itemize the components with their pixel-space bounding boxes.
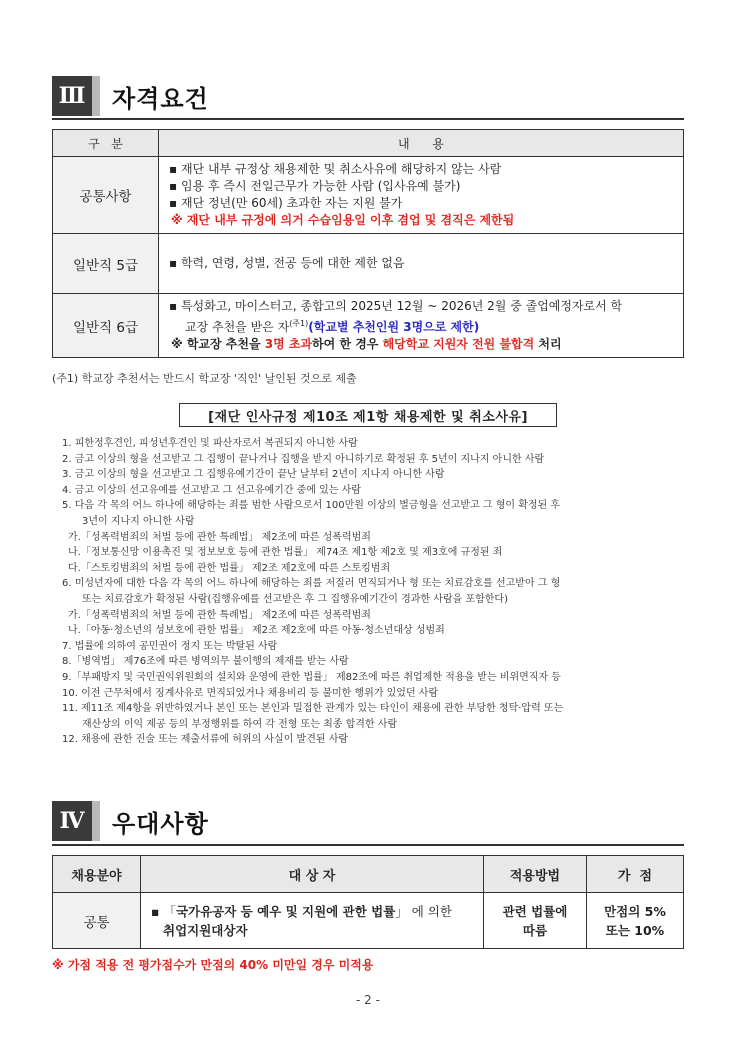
highlight-red: 3명 초과	[264, 337, 313, 351]
section-title: 자격요건	[112, 84, 209, 113]
section-header-qualifications	[52, 76, 209, 116]
regulation-item: 나.「아동·청소년의 성보호에 관한 법률」 제2조 제2호에 따른 아동·청소년대상 성범죄	[68, 625, 445, 637]
table-row-common	[53, 157, 684, 234]
points-line: 만점의 5%	[604, 903, 666, 919]
points-cell	[587, 893, 684, 949]
preferences-table	[52, 855, 684, 949]
method-line: 따름	[522, 922, 548, 938]
section-title: 우대사항	[112, 809, 209, 838]
text-segment: 」 에 의한	[395, 903, 452, 919]
header-target: 대 상 자	[141, 856, 484, 893]
method-line: 관련 법률에	[502, 903, 568, 919]
section-divider	[52, 844, 684, 846]
preference-note: ※ 가점 적용 전 평가점수가 만점의 40% 미만일 경우 미적용	[52, 958, 374, 972]
section-number: Ⅲ	[52, 76, 92, 116]
header-content: 내 용	[159, 130, 684, 157]
regulation-item: 3. 금고 이상의 형을 선고받고 그 집행유예기간이 끝난 날부터 2년이 지나지 아니한 사람	[62, 469, 445, 481]
text-segment: 교장 추천을 받은 자	[185, 320, 290, 334]
regulation-item: 1. 피한정후견인, 피성년후견인 및 파산자로서 복권되지 아니한 사람	[62, 438, 358, 449]
table-row-grade6	[53, 294, 684, 358]
list-item: ▪ 재단 내부 규정상 채용제한 및 취소사유에 해당하지 않는 사람	[169, 162, 502, 176]
section-tab-decoration	[92, 801, 100, 841]
regulation-item: 11. 제11조 제4항을 위반하였거나 본인 또는 본인과 밀접한 관계가 있는 타인이 채용에 관한 부당한 청탁·압력 또는	[62, 703, 564, 715]
points-line: 또는 10%	[605, 922, 665, 938]
category-common: 공통사항	[53, 157, 159, 234]
target-line	[151, 902, 473, 921]
header-points: 가 점	[587, 856, 684, 893]
regulation-item: 3년이 지나지 아니한 사람	[82, 515, 195, 527]
regulation-item: 가.「성폭력범죄의 처벌 등에 관한 특례법」 제2조에 따른 성폭력범죄	[68, 609, 371, 621]
category-grade6: 일반직 6급	[53, 294, 159, 358]
regulation-item: 8.「병역법」 제76조에 따른 병역의무 불이행의 제재를 받는 사람	[62, 656, 349, 668]
text-segment: 하여 한 경우	[312, 337, 383, 351]
text-segment: ※ 학교장 추천을	[171, 337, 265, 351]
section-header-preferences	[52, 801, 209, 841]
regulation-item: 10. 이전 근무처에서 징계사유로 면직되었거나 채용비리 등 불미한 행위가 있었던 사람	[62, 687, 439, 699]
section-tab-decoration	[92, 76, 100, 116]
section-number: Ⅳ	[52, 801, 92, 841]
header-category: 구 분	[53, 130, 159, 157]
regulation-item: 나.「정보통신망 이용촉진 및 정보보호 등에 관한 법률」 제74조 제1항 제2호 및 제3호에 규정된 죄	[68, 547, 503, 559]
category-grade5: 일반직 5급	[53, 234, 159, 294]
warning-text: ※ 재단 내부 규정에 의거 수습임용일 이후 겸업 및 겸직은 제한됨	[171, 213, 515, 227]
footnote: (주1) 학교장 추천서는 반드시 학교장 '직인' 날인된 것으로 제출	[52, 372, 357, 385]
list-item: ▪ 학력, 연령, 성별, 전공 등에 대한 제한 없음	[169, 256, 405, 270]
qualifications-table	[52, 129, 684, 358]
field-common: 공통	[53, 893, 141, 949]
text-segment: ▪ 「	[151, 903, 176, 919]
law-name: 국가유공자 등 예우 및 지원에 관한 법률	[175, 903, 396, 919]
regulation-item: 재산상의 이익 제공 등의 부정행위를 하여 각 전형 또는 최종 합격한 사람	[82, 718, 398, 730]
table-row-grade5	[53, 234, 684, 294]
header-field: 채용분야	[53, 856, 141, 893]
recommendation-warning	[169, 336, 673, 353]
regulation-title-box	[179, 403, 557, 427]
regulation-item: 2. 금고 이상의 형을 선고받고 그 집행이 끝나거나 집행을 받지 아니하기로 확정된 후 5년이 지나지 아니한 사람	[62, 453, 545, 465]
section-divider	[52, 118, 684, 120]
regulation-item: 가.「성폭력범죄의 처벌 등에 관한 특례법」 제2조에 따른 성폭력범죄	[68, 531, 371, 543]
regulation-item: 9.「부패방지 및 국민권익위원회의 설치와 운영에 관한 법률」 제82조에 따른 취업제한 적용을 받는 비위면직자 등	[62, 671, 561, 683]
regulation-item: 5. 다음 각 목의 어느 하나에 해당하는 죄를 범한 사람으로서 100만원 이상의 벌금형을 선고받고 그 형이 확정된 후	[62, 500, 561, 512]
regulation-item: 7. 법률에 의하여 공민권이 정지 또는 박탈된 사람	[62, 640, 278, 652]
list-item-continuation	[169, 315, 673, 336]
target-line: 취업지원대상자	[163, 922, 248, 938]
regulation-title: [재단 인사규정 제10조 제1항 채용제한 및 취소사유]	[208, 409, 528, 425]
content-grade6	[159, 294, 684, 358]
regulation-item: 12. 채용에 관한 진술 또는 제출서류에 허위의 사실이 발견된 사람	[62, 734, 349, 746]
highlight-red: 해당학교 지원자 전원 불합격	[382, 337, 535, 351]
target-cell	[141, 893, 484, 949]
regulation-item: 6. 미성년자에 대한 다음 각 목의 어느 하나에 해당하는 죄를 저질러 면직되거나 형 또는 치료감호를 선고받아 그 형	[62, 578, 561, 590]
content-grade5	[159, 234, 684, 294]
regulation-item: 또는 치료감호가 확정된 사람(집행유예를 선고받은 후 그 집행유예기간이 경과한 사람을 포함한다)	[82, 593, 508, 605]
header-method: 적용방법	[484, 856, 587, 893]
list-item: ▪ 재단 정년(만 60세) 초과한 자는 지원 불가	[169, 196, 403, 210]
footnote-ref: (주1)	[289, 319, 309, 328]
list-item: ▪ 특성화고, 마이스터고, 종합고의 2025년 12월 ~ 2026년 2월 중 졸업예정자로서 학	[169, 299, 623, 313]
page-number: - 2 -	[356, 993, 380, 1007]
table-row	[53, 893, 684, 949]
text-segment: 처리	[534, 337, 562, 351]
regulation-item: 4. 금고 이상의 선고유예를 선고받고 그 선고유예기간 중에 있는 사람	[62, 484, 361, 496]
method-cell	[484, 893, 587, 949]
content-common	[159, 157, 684, 234]
regulation-item: 다.「스토킹범죄의 처벌 등에 관한 법률」 제2조 제2호에 따른 스토킹범죄	[68, 562, 391, 574]
highlight-blue: (학교별 추천인원 3명으로 제한)	[308, 320, 480, 334]
list-item: ▪ 임용 후 즉시 전일근무가 가능한 사람 (입사유예 불가)	[169, 179, 461, 193]
regulation-list	[62, 436, 686, 748]
